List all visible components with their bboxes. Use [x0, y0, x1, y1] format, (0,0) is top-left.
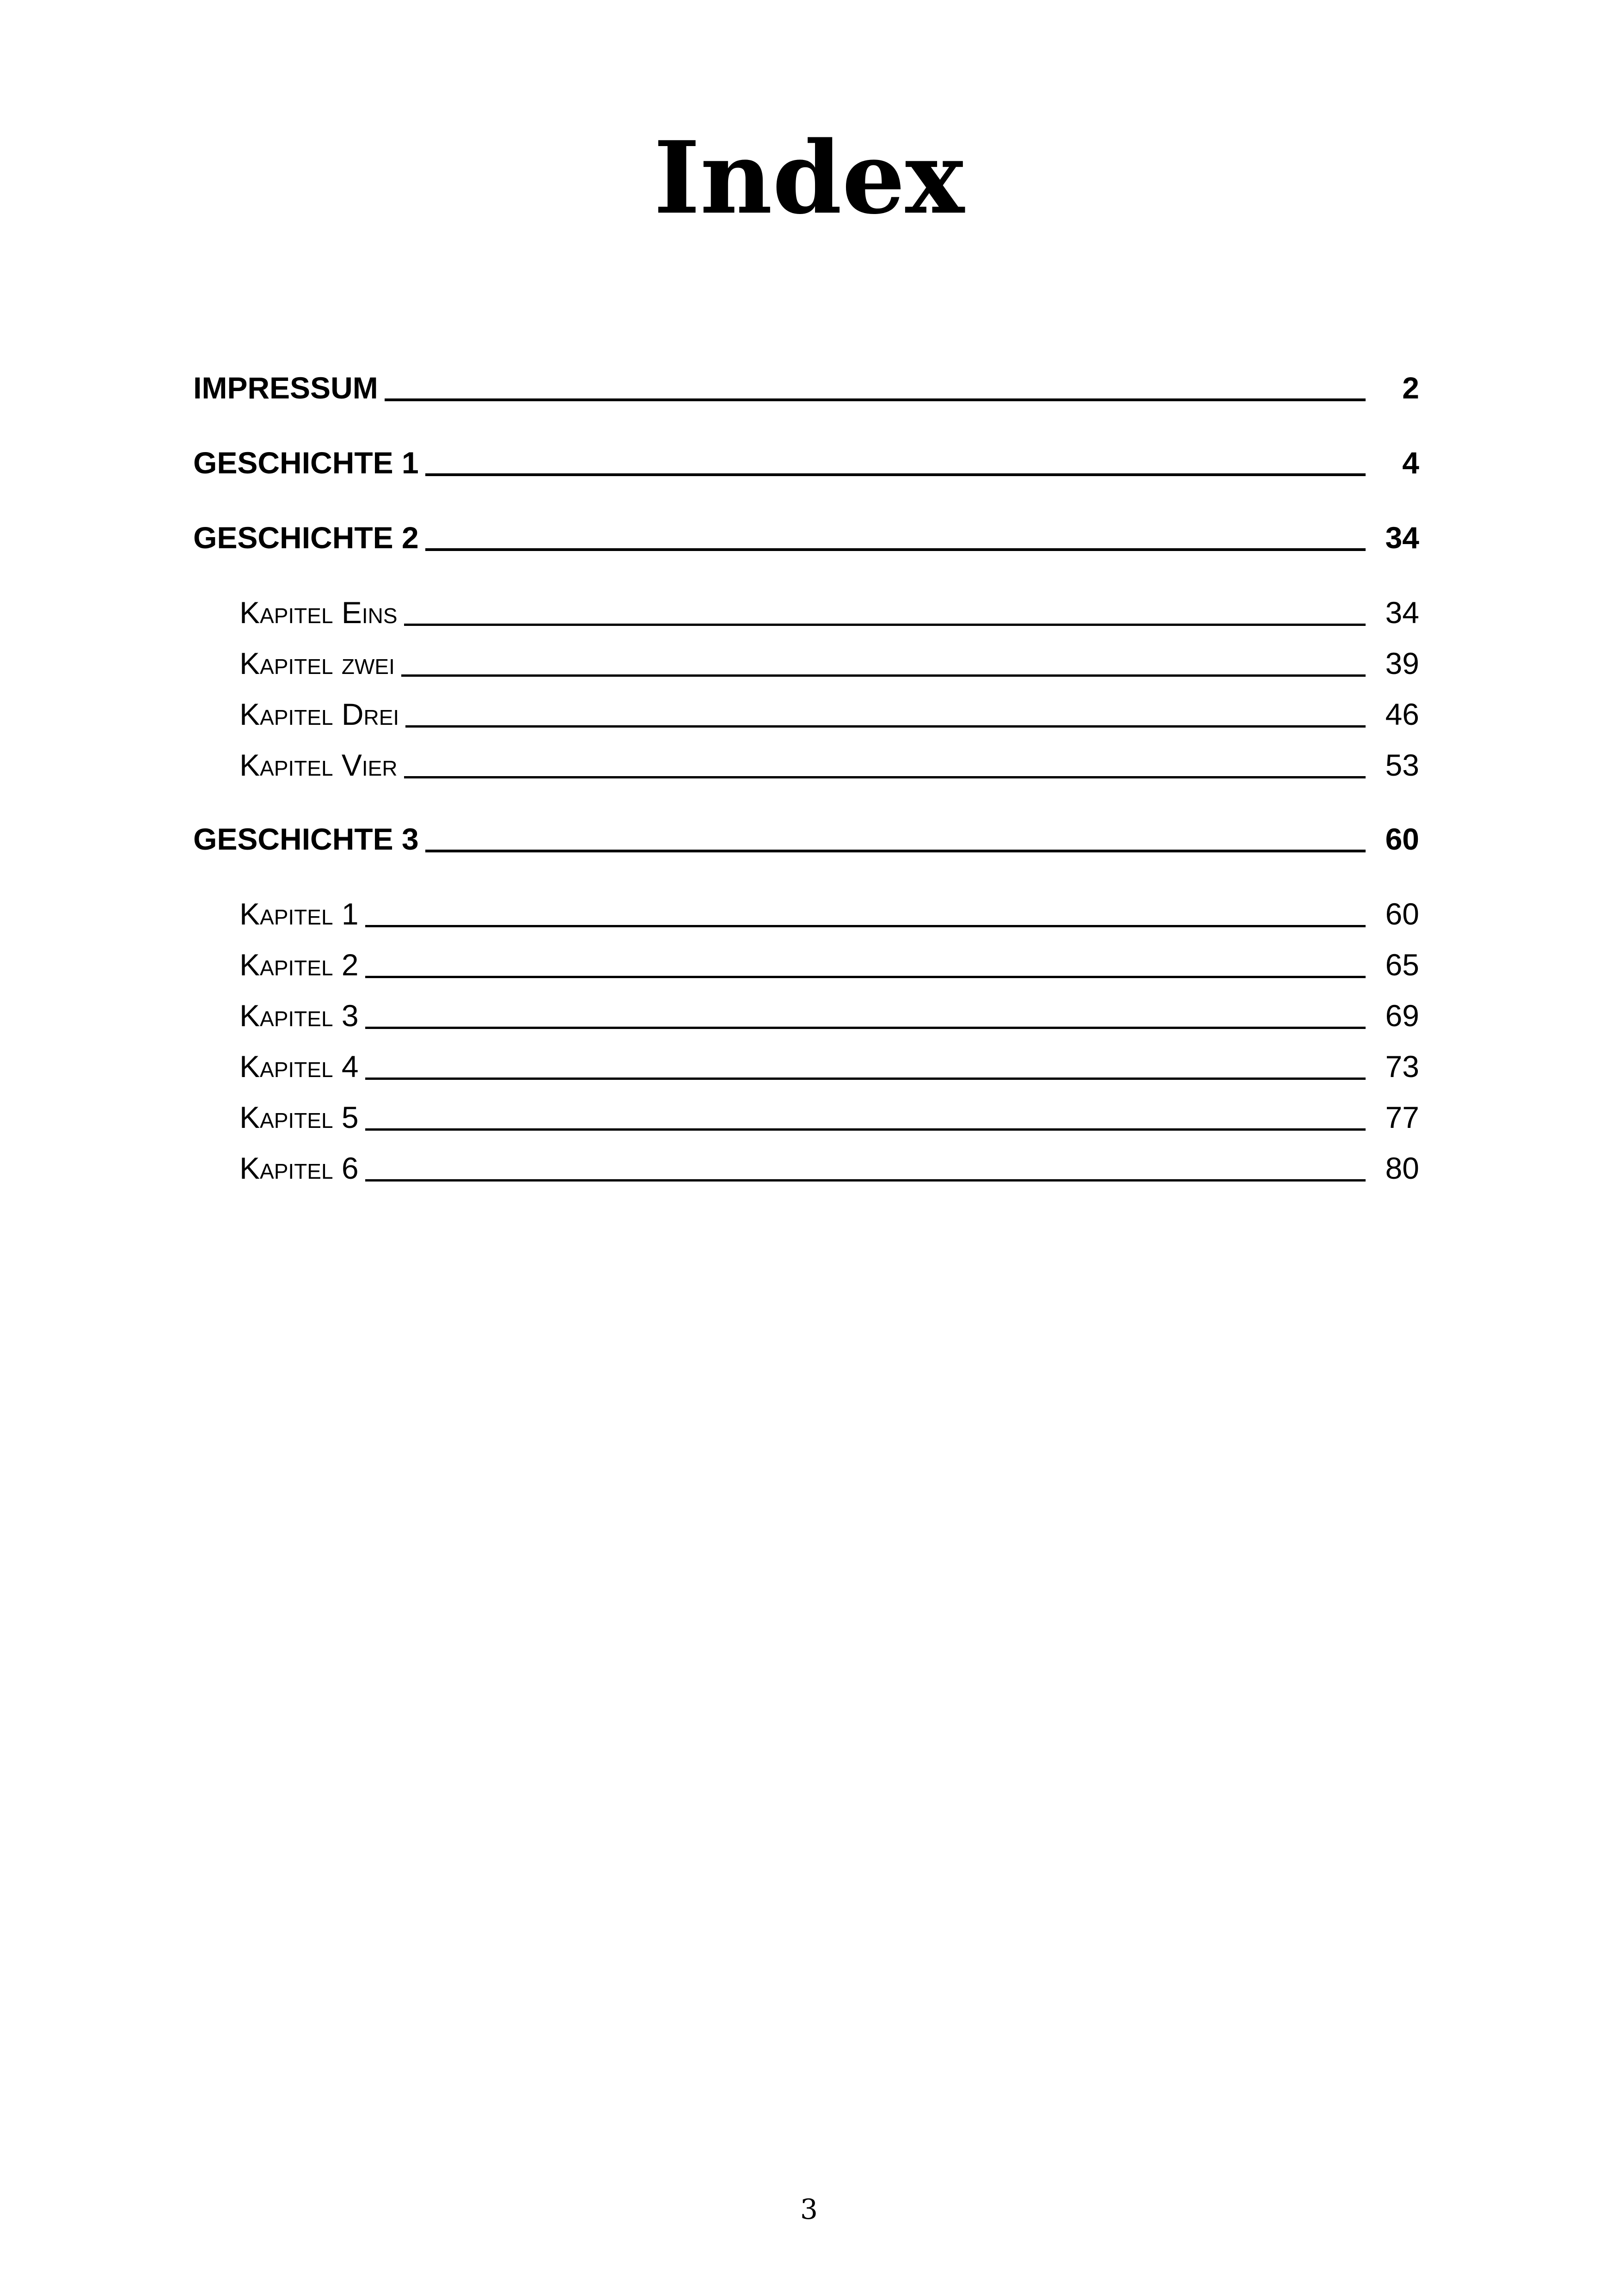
page-number: 3	[800, 2193, 818, 2226]
toc-entry-label: Kapitel zwei	[239, 646, 395, 680]
toc-entry-page: 39	[1385, 646, 1419, 680]
toc-entry-page: 69	[1385, 998, 1419, 1033]
toc-entry-label: Kapitel 6	[239, 1151, 359, 1185]
toc-leader-line	[365, 1027, 1366, 1029]
toc-entry-page: 46	[1385, 697, 1419, 731]
toc-entry-page: 77	[1385, 1100, 1419, 1134]
toc-leader-line	[365, 925, 1366, 927]
toc-entry-label: Kapitel 4	[239, 1049, 359, 1084]
toc-entry-label: GESCHICHTE 1	[193, 446, 419, 480]
toc-entry-label: Kapitel Drei	[239, 697, 399, 731]
toc-entry-kapitel-6[interactable]	[193, 1141, 1419, 1187]
toc-entry-label: Kapitel Eins	[239, 595, 398, 630]
toc-leader-line	[385, 398, 1366, 401]
toc-entry-page: 34	[1385, 595, 1419, 630]
toc-entry-kapitel-2[interactable]	[193, 937, 1419, 984]
toc-entry-page: 60	[1385, 822, 1419, 856]
toc-entry-label: GESCHICHTE 3	[193, 822, 419, 856]
toc-leader-line	[365, 976, 1366, 978]
toc-entry-geschichte-1[interactable]	[193, 435, 1419, 482]
toc-entry-geschichte-2[interactable]	[193, 510, 1419, 557]
toc-entry-label: IMPRESSUM	[193, 371, 378, 405]
table-of-contents	[193, 0, 1419, 2296]
toc-entry-kapitel-drei[interactable]	[193, 687, 1419, 733]
toc-entry-page: 60	[1385, 897, 1419, 931]
toc-entry-kapitel-3[interactable]	[193, 988, 1419, 1035]
toc-entry-label: Kapitel 3	[239, 998, 359, 1033]
toc-leader-line	[404, 624, 1366, 626]
toc-entry-kapitel-zwei[interactable]	[193, 636, 1419, 682]
toc-entry-label: Kapitel 1	[239, 897, 359, 931]
toc-entry-kapitel-eins[interactable]	[193, 585, 1419, 631]
toc-leader-line	[365, 1078, 1366, 1080]
toc-leader-line	[425, 850, 1366, 852]
toc-entry-geschichte-3[interactable]	[193, 812, 1419, 858]
toc-leader-line	[365, 1179, 1366, 1182]
toc-entry-label: Kapitel Vier	[239, 748, 398, 782]
toc-entry-page: 65	[1385, 948, 1419, 982]
toc-leader-line	[365, 1128, 1366, 1131]
toc-entry-page: 53	[1385, 748, 1419, 782]
toc-leader-line	[425, 548, 1366, 551]
toc-leader-line	[404, 776, 1366, 778]
page-title: Index	[653, 119, 965, 236]
toc-entry-label: Kapitel 5	[239, 1100, 359, 1134]
toc-entry-page: 2	[1402, 371, 1419, 405]
toc-leader-line	[405, 725, 1366, 728]
toc-entry-impressum[interactable]	[193, 361, 1419, 407]
toc-entry-page: 34	[1385, 520, 1419, 555]
toc-entry-kapitel-1[interactable]	[193, 887, 1419, 933]
toc-entry-page: 4	[1402, 446, 1419, 480]
toc-entry-page: 73	[1385, 1049, 1419, 1084]
toc-entry-kapitel-5[interactable]	[193, 1090, 1419, 1136]
toc-entry-page: 80	[1385, 1151, 1419, 1185]
toc-leader-line	[425, 473, 1366, 476]
toc-leader-line	[401, 674, 1366, 677]
toc-entry-kapitel-vier[interactable]	[193, 738, 1419, 784]
toc-entry-kapitel-4[interactable]	[193, 1039, 1419, 1085]
toc-entry-label: Kapitel 2	[239, 948, 359, 982]
toc-entry-label: GESCHICHTE 2	[193, 520, 419, 555]
